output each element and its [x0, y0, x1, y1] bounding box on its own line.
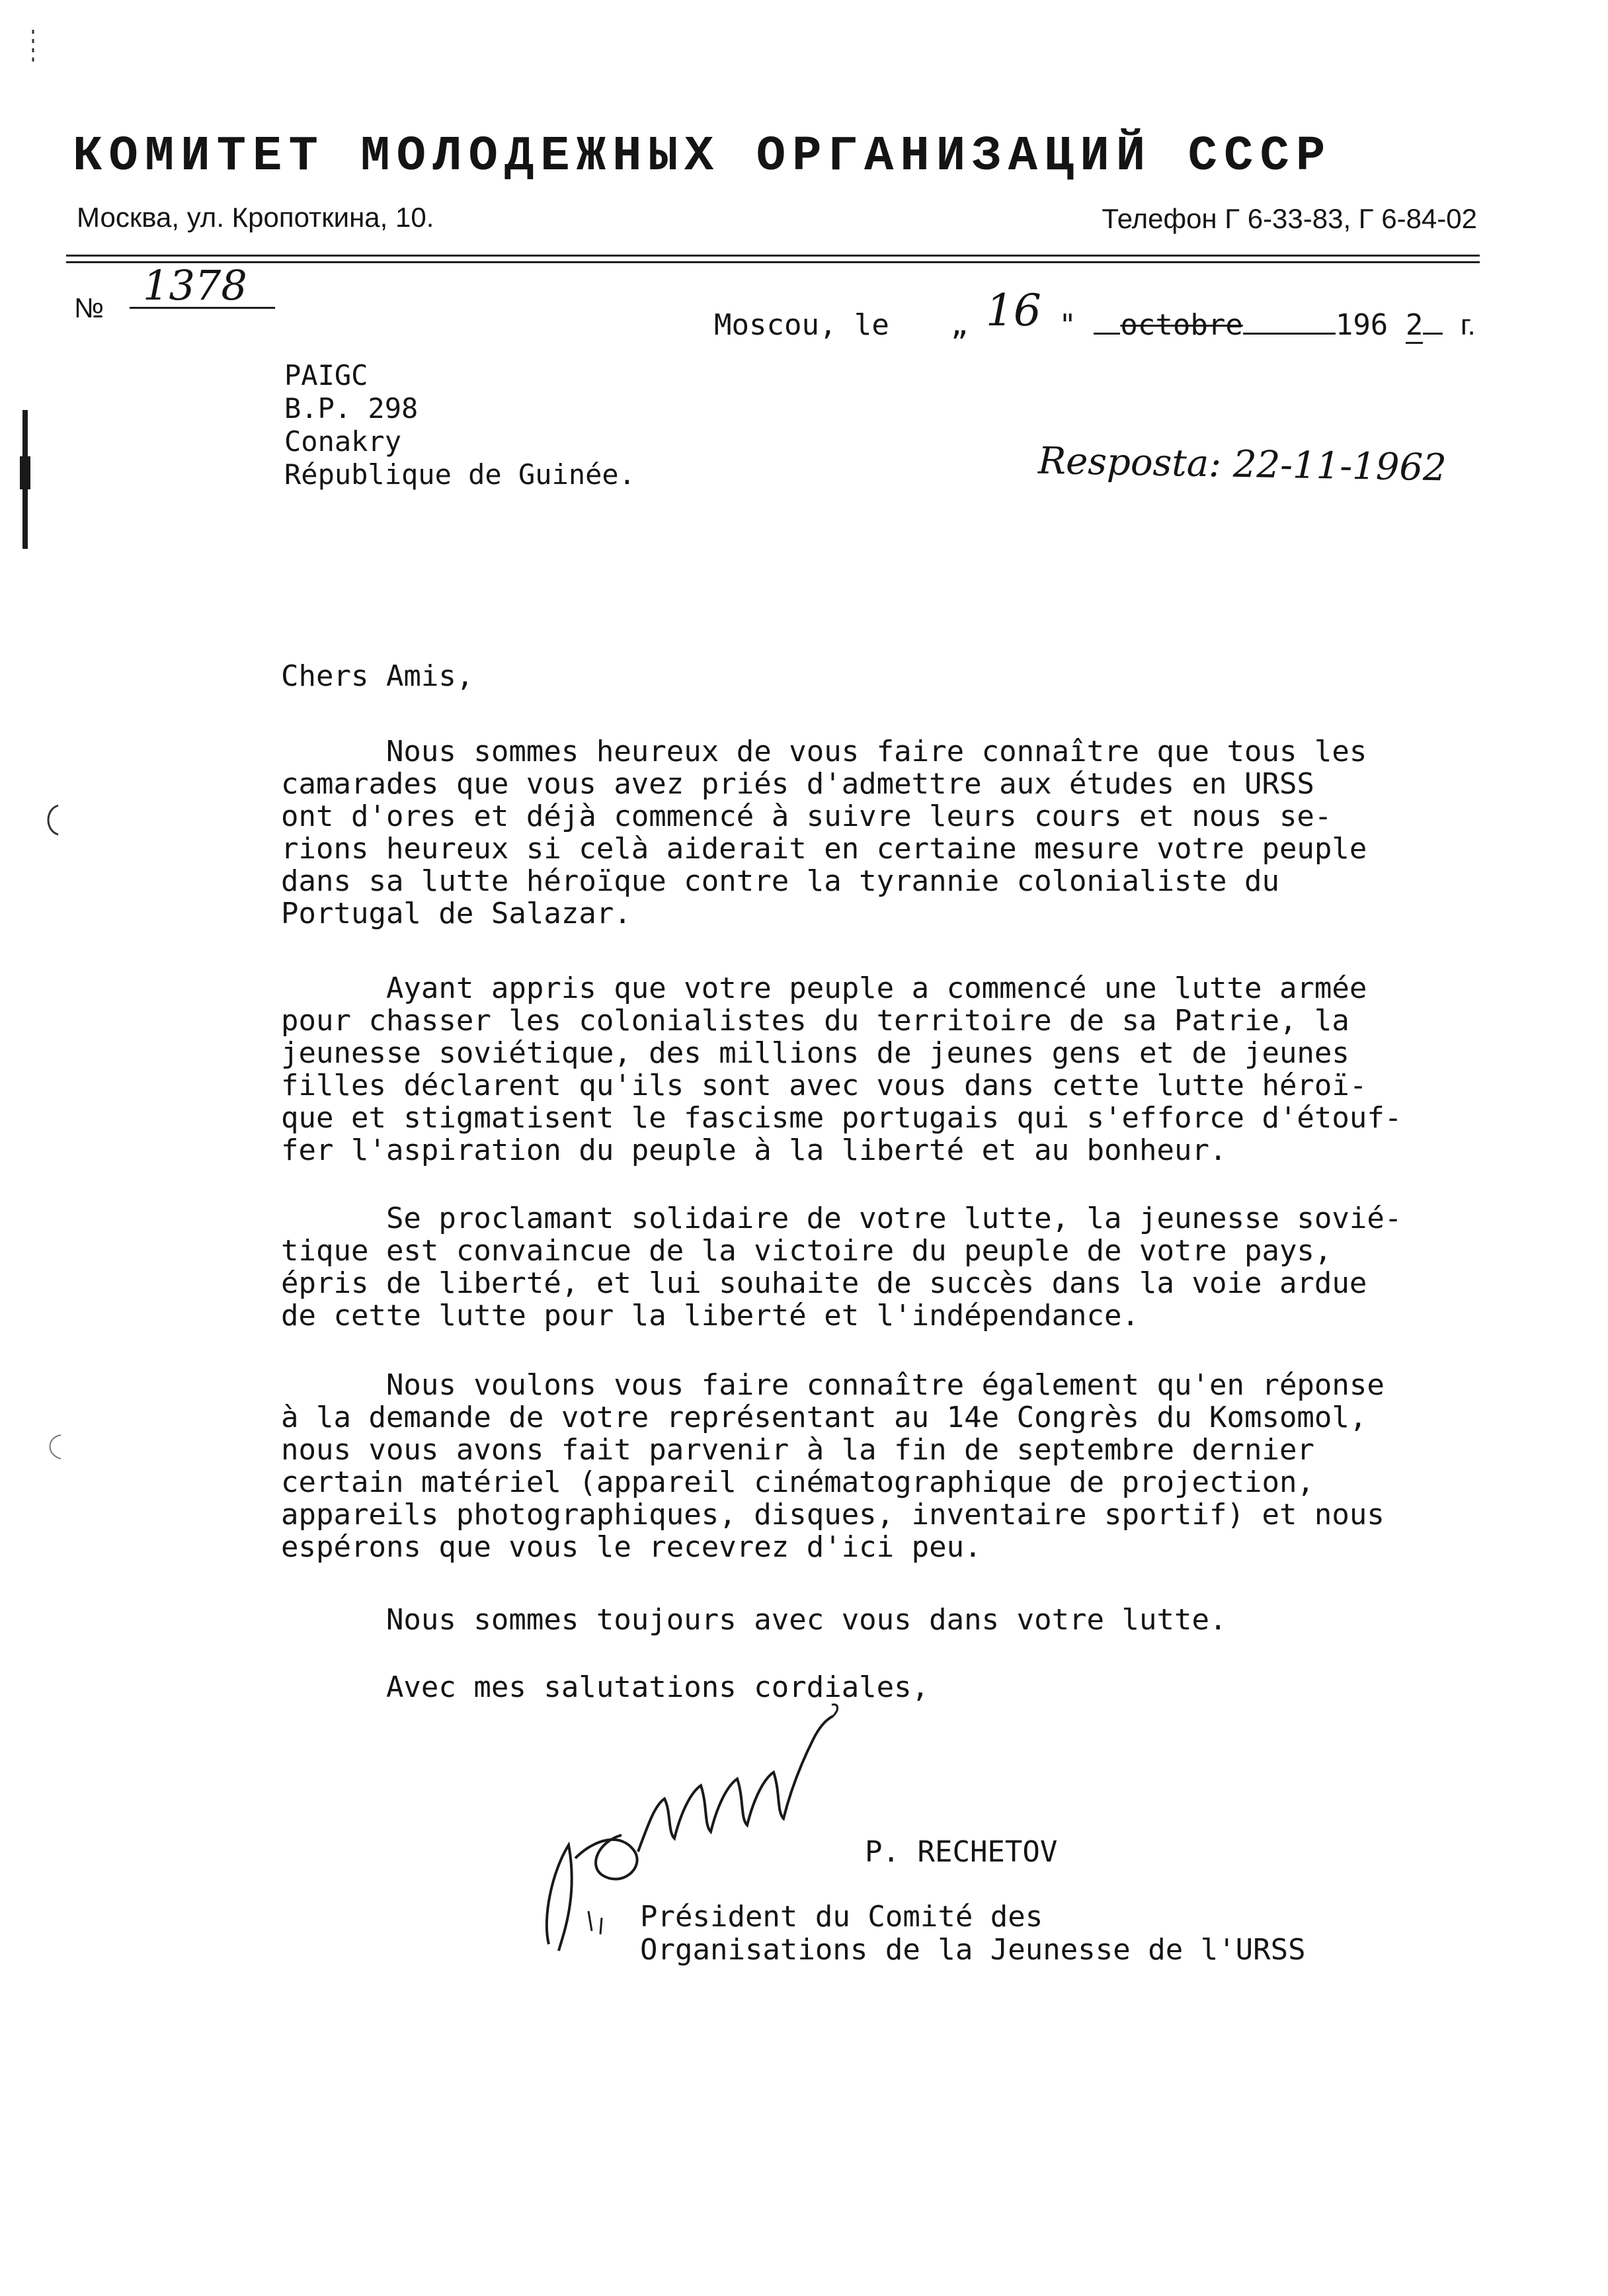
body-paragraph-4: Nous voulons vous faire connaître également qu'en réponse à la demande de votre représentant au 14e Congrès du Komsomol, nous vous avons fait parvenir à la fin de septembre dernier certain matériel (appareil cinématographique de projection, appareils photographiques, disques, inventaire sportif) et nous espérons que vous le recevrez d'ici peu.	[281, 1368, 1385, 1564]
date-month: octobre	[1120, 308, 1243, 342]
margin-mark	[20, 26, 46, 66]
letterhead-rule	[66, 261, 1480, 263]
closing-line: Avec mes salutations cordiales,	[281, 1670, 930, 1704]
signatory-title: Président du Comité des Organisations de la Jeunesse de l'URSS	[640, 1900, 1306, 1967]
body-paragraph-1: Nous sommes heureux de vous faire connaître que tous les camarades que vous avez priés d'admettre aux études en URSS ont d'ores et déjà commencé à suivre leurs cours et nous se- rions heureux si celà aiderait en certaine mesure votre peuple dans sa lutte héroïque contre la tyrannie colonialiste du Portugal de Salazar.	[281, 735, 1367, 930]
letterhead-phone: Телефон Г 6-33-83, Г 6-84-02	[1102, 203, 1477, 234]
letterhead-address: Москва, ул. Кропоткина, 10.	[77, 202, 434, 233]
date-year-prefix: 196	[1335, 308, 1388, 342]
date-line	[714, 285, 1476, 345]
date-suffix: г.	[1460, 309, 1476, 341]
date-day: 16	[985, 285, 1041, 336]
margin-mark	[40, 1428, 66, 1468]
reference-number: 1378	[130, 261, 275, 309]
date-open-quote: „	[950, 308, 969, 342]
body-paragraph-3: Se proclamant solidaire de votre lutte, la jeunesse sovié- tique est convaincue de la victoire du peuple de votre pays, épris de liberté, et lui souhaite de succès dans la voie ardue de cette lutte pour la liberté et l'indépendance.	[281, 1202, 1402, 1332]
salutation: Chers Amis,	[281, 659, 474, 693]
body-paragraph-5: Nous sommes toujours avec vous dans votre lutte.	[281, 1603, 1227, 1637]
date-year-digit: 2	[1406, 308, 1424, 344]
margin-mark	[40, 800, 66, 840]
handwritten-reply-note: Resposta: 22-11-1962	[1037, 439, 1447, 490]
letterhead-rule	[66, 255, 1480, 257]
date-place: Moscou, le	[714, 308, 889, 342]
body-paragraph-2: Ayant appris que votre peuple a commencé une lutte armée pour chasser les colonialistes du territoire de sa Patrie, la jeunesse soviétique, des millions de jeunes gens et de jeunes filles déclarent qu'ils sont avec vous dans cette lutte héroï- que et stigmatisent le fascisme portugais qui s'efforce d'étouf- fer l'aspiration du peuple à la liberté et au bonheur.	[281, 971, 1402, 1167]
recipient-address: PAIGC B.P. 298 Conakry République de Guinée.	[284, 359, 636, 491]
reference-number-label: №	[74, 292, 104, 323]
signatory-name: P. RECHETOV	[865, 1835, 1058, 1869]
punch-hole-mark	[19, 410, 32, 549]
date-close-quote: "	[1059, 308, 1076, 342]
letterhead-org-name: КОМИТЕТ МОЛОДЕЖНЫХ ОРГАНИЗАЦИЙ СССР	[73, 129, 1332, 184]
